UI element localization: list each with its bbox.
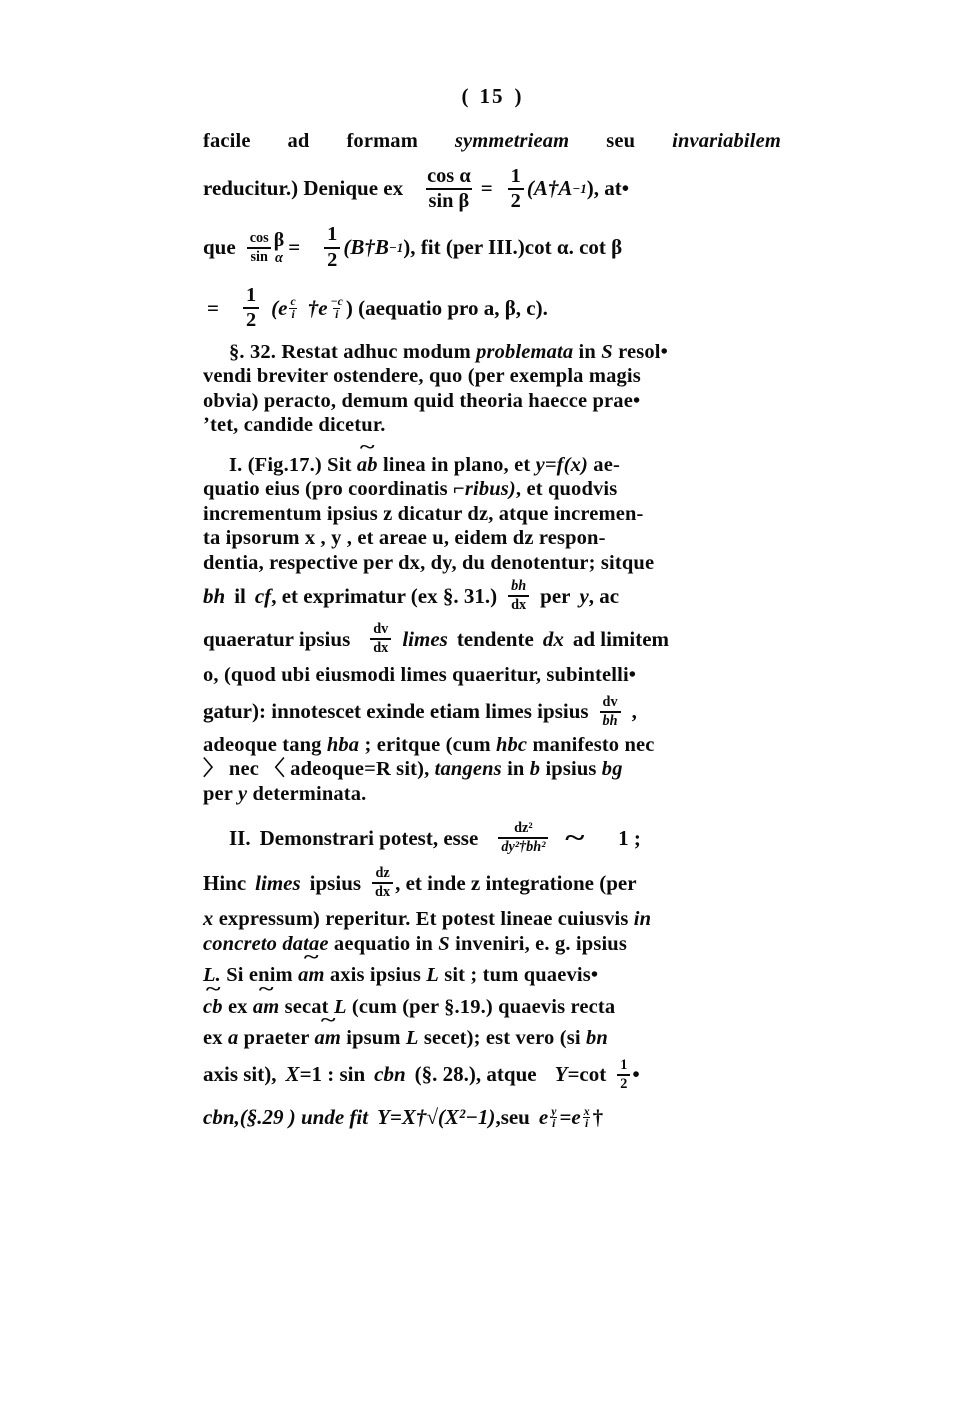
part-I-text-i: gatur): innotescet exinde etiam limes ipsius — [203, 699, 589, 724]
part-I-text-e: , et exprimatur (ex §. 31.) — [271, 583, 498, 608]
section-32-line-2: vendi breviter ostendere, quo (per exempla magis — [203, 365, 641, 388]
part-I-line-5: dentia, respective per dx, dy, du denotentur; sitque — [203, 551, 655, 574]
segment-bh: bh — [203, 583, 226, 608]
part-II-line-8 — [203, 1058, 781, 1092]
exponent-denominator: i — [585, 1117, 589, 1131]
dagger-plus-symbol: † — [592, 1105, 604, 1130]
fraction-denominator: 2 — [243, 307, 259, 331]
fraction-bh-over-dx — [508, 579, 529, 613]
page-number-value: 15 — [479, 84, 505, 108]
section-32-text-b: resol• — [618, 340, 668, 363]
part-I-line-10 — [203, 735, 781, 756]
beta-symbol: β — [273, 228, 285, 251]
eq3-tail: ) (aequatio pro a, β, c). — [345, 295, 548, 320]
page-number-close-paren: ) — [514, 84, 523, 108]
page-text-block — [203, 84, 781, 1130]
symbol-L: L — [405, 1027, 419, 1050]
equals-sign: = — [288, 235, 300, 260]
exponent-x-over-i — [582, 1106, 592, 1131]
symbol-L: L — [333, 995, 347, 1018]
fraction-numerator: dv — [373, 621, 389, 638]
word-formam: formam — [346, 130, 418, 152]
equals-sign: = — [480, 176, 492, 201]
equation-y-equals-f-x: y=f(x) — [535, 453, 589, 476]
word-determinata: determinata. — [252, 782, 367, 805]
comma-mark: , — [631, 699, 637, 724]
fraction-numerator: cos α — [427, 164, 471, 187]
fraction-denominator: sin β — [426, 188, 473, 212]
exponent-denominator: i — [335, 307, 339, 321]
fraction-one-half — [617, 1058, 630, 1092]
exponent-numerator: c — [290, 295, 296, 309]
section-32-line-3: obvia) peracto, demum quid theoria haecce prae• — [203, 389, 641, 412]
angle-hba: hba — [326, 733, 360, 756]
part-II-text-g: axis ipsius — [329, 964, 421, 987]
segment-bn: bn — [585, 1027, 608, 1050]
arc-cb-label: ~ cb — [203, 995, 223, 1018]
symbol-L: L. — [203, 964, 221, 987]
part-II-text-f: Si enim — [226, 964, 293, 987]
symbol-S: S — [438, 932, 450, 955]
exponent-c-over-i — [288, 296, 297, 321]
expression-X-plus: X† — [401, 1105, 427, 1130]
fraction-dv-over-bh — [600, 695, 621, 729]
arc-am-label: ~ am — [314, 1026, 341, 1049]
part-II-text-d: aequatio in — [333, 932, 433, 955]
perpendicular-icon: ⌐ — [453, 478, 465, 501]
part-II-text-p: ,seu — [495, 1105, 530, 1130]
point-a: a — [227, 1027, 239, 1050]
word-symmetrieam: symmetrieam — [454, 130, 570, 152]
fraction-numerator: 1 — [245, 284, 257, 307]
equals-sign: = — [207, 295, 218, 320]
part-II-text-e: inveniri, e. g. ipsius — [455, 932, 627, 955]
equation-line-2: que $\frac{\cos}{\sin}$ β α = $\frac{1}{2}$ (B†B −1 ), fit (per III.)cot α. cot β — [203, 223, 623, 271]
part-I-marker: I. — [229, 453, 243, 476]
fraction-dz-over-dx — [372, 866, 393, 900]
eq2-paren-expr: (B†B — [343, 235, 389, 260]
part-I-text-l: manifesto nec — [532, 733, 655, 756]
word-limes: limes — [402, 626, 448, 651]
word-tangens: tangens — [434, 758, 502, 781]
part-II-text-b: , et inde z integratione (per — [395, 870, 637, 895]
part-I-line-11 — [203, 759, 781, 780]
part-I-text-g: quaeratur ipsius — [203, 626, 351, 651]
page-number-header — [203, 84, 781, 109]
fraction-one-half — [324, 224, 340, 271]
word-que: que — [203, 235, 236, 260]
word-per: per — [203, 782, 233, 805]
word-ipsum: ipsum — [346, 1027, 401, 1050]
word-ribus: ribus) — [464, 478, 516, 501]
section-32-marker: §. 32. — [229, 340, 277, 363]
part-II-line-9 — [203, 1105, 781, 1130]
exponent-negative-c-over-i — [329, 296, 345, 321]
word-il: il — [234, 583, 246, 608]
phrase-concreto-datae: concreto datae — [203, 932, 329, 955]
word-ipsius: ipsius — [545, 758, 597, 781]
eq3-plus-e: †e — [307, 295, 328, 320]
equation-X-equals: X= — [285, 1062, 312, 1086]
part-I-text-m: 〉 nec 〈 adeoque=R sit), — [203, 758, 430, 781]
word-hinc: Hinc — [203, 870, 247, 895]
part-I-line-2 — [203, 479, 781, 500]
point-b: b — [529, 758, 541, 781]
variable-y: y — [579, 583, 589, 608]
equation-line-3 — [203, 285, 781, 332]
arc-ab-label: ~ ab — [357, 453, 378, 476]
part-I-line-9 — [203, 695, 781, 729]
exponential-e-2: =e — [559, 1105, 581, 1130]
eq1-lead-text: reducitur.) Denique ex — [203, 176, 404, 201]
exponent-numerator: x — [583, 1104, 590, 1118]
part-II-text-i: (cum (per §.19.) quaevis recta — [351, 995, 616, 1018]
variable-x: x — [203, 908, 214, 931]
part-I-line-6 — [203, 579, 781, 613]
part-II-text-h: sit ; tum quaevis• — [444, 964, 599, 987]
exponential-e-1: e — [538, 1105, 549, 1130]
symbol-S: S — [601, 340, 613, 363]
part-II-text-l: 1 : sin — [311, 1062, 366, 1086]
word-praeter: praeter — [243, 1027, 310, 1050]
part-I-text-d: , et quodvis — [515, 478, 618, 501]
word-facile: facile — [203, 130, 251, 152]
part-I-text-j: adeoque tang — [203, 733, 322, 756]
word-per: per — [540, 583, 571, 608]
part-I-text-b: ae- — [593, 453, 620, 476]
word-limes: limes — [255, 870, 301, 895]
part-I-line-1 — [203, 453, 781, 476]
part-I-text-a: linea in plano, et — [382, 453, 531, 476]
part-II-value-1: 1 ; — [618, 825, 641, 850]
part-II-line-7 — [203, 1026, 781, 1049]
eq1-paren-expr: (A†A — [526, 176, 573, 201]
arc-am-label: ~ am — [253, 995, 280, 1018]
fraction-numerator: 1 — [510, 164, 521, 187]
fraction-numerator: cos — [249, 229, 269, 246]
part-II-line-1 — [203, 821, 781, 855]
part-I-text-k: ; eritque (cum — [364, 733, 491, 756]
exponent-denominator: i — [291, 307, 295, 321]
word-invariabilem: invariabilem — [672, 130, 781, 152]
approximately-equal-icon: ~ — [565, 823, 585, 853]
fraction-numerator: dz² — [514, 820, 533, 837]
fraction-denominator: bh — [600, 711, 621, 729]
fraction-denominator: dx — [508, 595, 529, 613]
part-I-line-12 — [203, 784, 781, 805]
part-I-line-3: incrementum ipsius z dicatur dz, atque incremen- — [203, 502, 644, 525]
part-II-text-j: secet); est vero (si — [423, 1027, 581, 1050]
fraction-denominator: dx — [372, 882, 393, 900]
section-32-line-1 — [203, 342, 781, 363]
fraction-one-half — [508, 166, 524, 213]
segment-bg: bg — [601, 758, 623, 781]
word-secat: secat — [284, 995, 329, 1018]
word-in: in — [507, 758, 525, 781]
word-in-italic: in — [633, 908, 652, 931]
eq3-open-e: (e — [271, 295, 288, 320]
part-II-text-m: (§. 28.), atque — [414, 1062, 537, 1086]
word-ipsius: ipsius — [309, 870, 362, 895]
fraction-one-half — [243, 285, 259, 332]
exponent-numerator: y — [551, 1104, 557, 1118]
part-I-text-c: quatio eius (pro coordinatis — [203, 478, 448, 501]
section-32-line-4: ʼtet, candide dicetur. — [203, 414, 386, 437]
word-problemata: problemata — [476, 340, 574, 363]
part-I-line-4: ta ipsorum x , y , et areae u, eidem dz respon- — [203, 527, 606, 550]
fraction-numerator: dv — [602, 693, 618, 710]
section-32-text-a: Restat adhuc modum — [281, 340, 471, 363]
fraction-denominator: 2 — [617, 1074, 630, 1092]
exponent-numerator: −c — [330, 295, 343, 309]
alpha-symbol: α — [274, 249, 283, 266]
part-I-line-8: o, (quod ubi eiusmodi limes quaeritur, subintelli• — [203, 664, 637, 687]
word-ex: ex — [227, 995, 248, 1018]
word-ex: ex — [203, 1027, 223, 1050]
page-number-open-paren: ( — [461, 84, 470, 108]
fraction-dv-over-dx — [370, 622, 391, 656]
word-in: in — [578, 340, 596, 363]
beta-over-alpha-stack — [274, 230, 285, 266]
text-line-1 — [203, 131, 781, 152]
equation-Y-equals: Y= — [554, 1062, 580, 1086]
fraction-numerator: 1 — [327, 223, 338, 246]
part-II-text-k: axis sit), — [203, 1062, 277, 1086]
fraction-dz2-over-dy2-plus-bh2 — [498, 821, 548, 855]
equation-line-1: reducitur.) Denique ex $\frac{\text{cos α}}{\text{sin β}}$ = $\frac{1}{2}$ (A†A −1 ), at• — [203, 164, 630, 212]
word-cot: cot — [579, 1062, 607, 1086]
angle-hbc: hbc — [495, 733, 528, 756]
fraction-denominator: 2 — [324, 247, 340, 271]
part-II-line-6 — [203, 995, 781, 1018]
angle-cbn: cbn — [374, 1062, 406, 1086]
part-II-marker: II. — [229, 825, 251, 850]
eq2-tail: ), fit (per III.)cot α. cot β — [403, 235, 623, 260]
word-seu: seu — [606, 130, 636, 152]
eq1-tail: ), at• — [586, 176, 630, 201]
symbol-L: L — [426, 964, 439, 987]
fig-17-reference: (Fig.17.) Sit — [247, 453, 352, 476]
part-II-text-o: cbn,(§.29 ) unde fit — [203, 1105, 369, 1130]
part-I-text-f: , ac — [588, 583, 620, 608]
part-II-line-4 — [203, 934, 781, 955]
equation-Y-equals: Y= — [377, 1105, 402, 1130]
fraction-numerator: bh — [511, 578, 527, 595]
part-II-line-2 — [203, 866, 781, 900]
part-II-text-c: expressum) reperitur. Et potest lineae cuiusvis — [218, 908, 629, 931]
fraction-denominator: sin — [247, 247, 270, 265]
fraction-denominator: dx — [370, 638, 391, 656]
fraction-numerator: dz — [375, 865, 390, 882]
radical-X-squared-minus-1: √(X²−1) — [426, 1105, 496, 1130]
word-ad: ad — [287, 130, 310, 152]
segment-cf: cf — [254, 583, 272, 608]
part-II-line-5 — [203, 963, 781, 986]
word-tendente: tendente — [456, 626, 534, 651]
fraction-cos-alpha-over-sin-beta — [424, 166, 474, 213]
part-II-text-n: • — [632, 1062, 640, 1086]
part-I-text-h: ad limitem — [572, 626, 670, 651]
exponent-denominator: i — [552, 1117, 556, 1131]
fraction-denominator: dy²†bh² — [498, 837, 548, 855]
fraction-denominator: 2 — [508, 188, 524, 212]
differential-dx: dx — [542, 626, 564, 651]
arc-am-label: ~ am — [298, 963, 325, 986]
fraction-numerator: 1 — [620, 1056, 628, 1073]
fraction-cos-over-sin — [247, 231, 272, 265]
exponent-y-over-i — [549, 1106, 558, 1131]
part-II-text-a: Demonstrari potest, esse — [259, 825, 479, 850]
part-I-line-7 — [203, 622, 781, 656]
part-II-line-3 — [203, 909, 781, 930]
variable-y: y — [237, 782, 248, 805]
